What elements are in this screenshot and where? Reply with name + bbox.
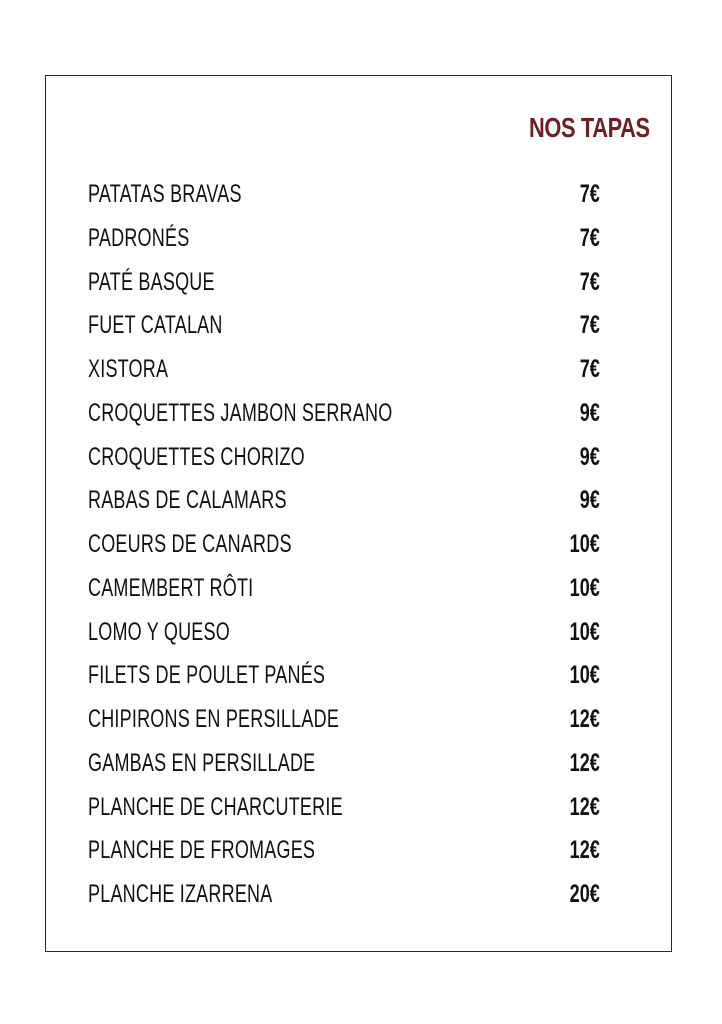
menu-item-price: 7€ bbox=[579, 311, 600, 340]
menu-item-price: 12€ bbox=[569, 705, 600, 733]
menu-item-price: 7€ bbox=[579, 180, 600, 208]
menu-item bbox=[88, 791, 600, 835]
menu-item-price: 12€ bbox=[569, 748, 600, 777]
menu-item bbox=[88, 222, 600, 266]
menu-item-name: RABAS DE CALAMARS bbox=[88, 486, 287, 515]
menu-item-price: 9€ bbox=[579, 486, 600, 515]
menu-item-name: PADRONÉS bbox=[88, 223, 190, 252]
menu-item-price: 12€ bbox=[569, 792, 600, 821]
menu-item bbox=[88, 266, 600, 310]
menu-item-price: 7€ bbox=[579, 267, 600, 296]
menu-item-name: CROQUETTES JAMBON SERRANO bbox=[88, 398, 393, 427]
menu-item-name: PATÉ BASQUE bbox=[88, 267, 215, 296]
menu-item-name: GAMBAS EN PERSILLADE bbox=[88, 748, 316, 777]
menu-item-name: PLANCHE DE CHARCUTERIE bbox=[88, 792, 343, 821]
menu-item bbox=[88, 747, 600, 791]
menu-item-price: 10€ bbox=[569, 573, 600, 602]
menu-item bbox=[88, 703, 600, 747]
menu-item-price: 7€ bbox=[579, 355, 600, 383]
menu-item-name: COEURS DE CANARDS bbox=[88, 530, 292, 558]
menu-item-price: 20€ bbox=[569, 880, 600, 908]
menu-item-name: LOMO Y QUESO bbox=[88, 617, 230, 646]
menu-item bbox=[88, 309, 600, 353]
menu-item-price: 9€ bbox=[579, 398, 600, 427]
menu-item-name: PLANCHE DE FROMAGES bbox=[88, 836, 316, 865]
menu-item-name: CAMEMBERT RÔTI bbox=[88, 573, 254, 602]
menu-item bbox=[88, 178, 600, 222]
menu-item bbox=[88, 572, 600, 616]
menu-item bbox=[88, 878, 600, 922]
menu-item-name: XISTORA bbox=[88, 355, 169, 383]
menu-item-name: PATATAS BRAVAS bbox=[88, 180, 242, 208]
menu-item-name: CROQUETTES CHORIZO bbox=[88, 442, 305, 471]
menu-item-price: 10€ bbox=[569, 661, 600, 690]
menu-item-name: FILETS DE POULET PANÉS bbox=[88, 661, 326, 690]
menu-item-name: CHIPIRONS EN PERSILLADE bbox=[88, 705, 340, 733]
menu-item-name: FUET CATALAN bbox=[88, 311, 223, 340]
menu-item bbox=[88, 659, 600, 703]
menu-item bbox=[88, 397, 600, 441]
menu-item bbox=[88, 484, 600, 528]
menu-item-price: 9€ bbox=[579, 442, 600, 471]
menu-item bbox=[88, 441, 600, 485]
menu-item bbox=[88, 834, 600, 878]
menu-item bbox=[88, 528, 600, 572]
menu-item-price: 10€ bbox=[569, 617, 600, 646]
menu-item-name: PLANCHE IZARRENA bbox=[88, 880, 273, 908]
tapas-list bbox=[88, 178, 600, 922]
menu-item-price: 10€ bbox=[569, 530, 600, 558]
menu-item bbox=[88, 353, 600, 397]
menu-item-price: 12€ bbox=[569, 836, 600, 865]
menu-item bbox=[88, 616, 600, 660]
menu-title: NOS TAPAS bbox=[529, 112, 650, 143]
menu-item-price: 7€ bbox=[579, 223, 600, 252]
